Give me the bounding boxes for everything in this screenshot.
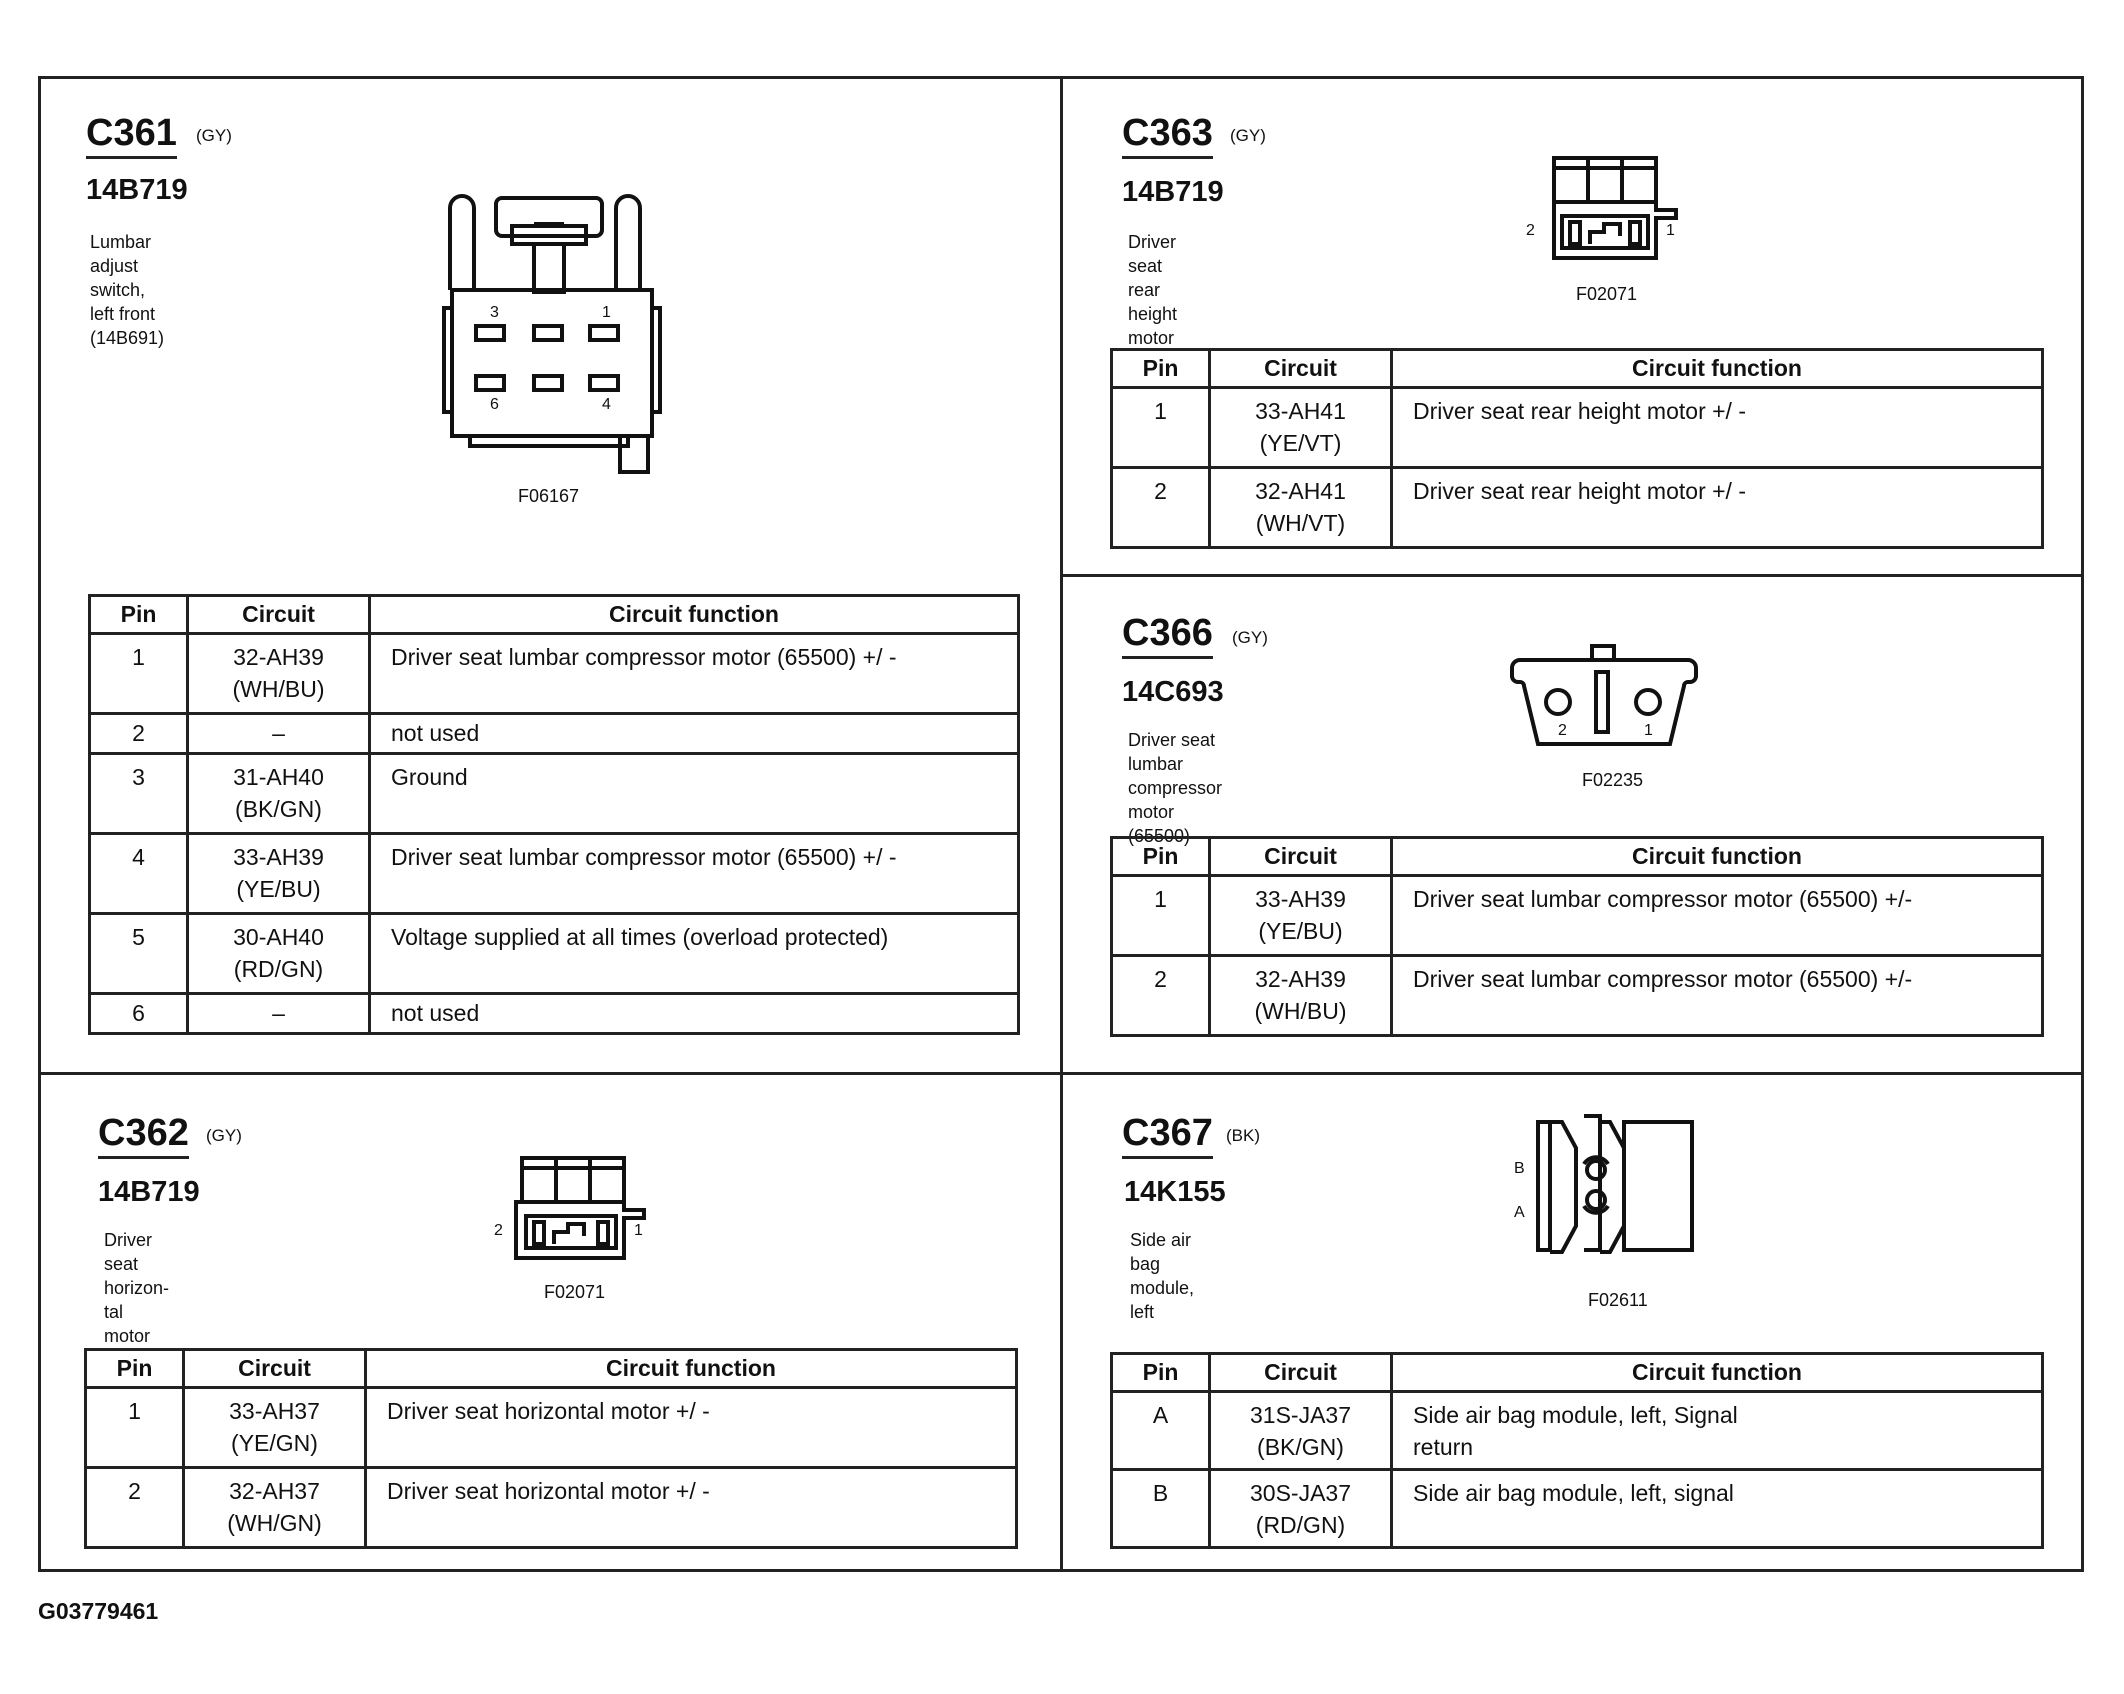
pin-cell: 2: [90, 714, 188, 754]
pin-label-2: 2: [1558, 722, 1567, 739]
connector-description: Driver seat horizon- tal motor: [104, 1230, 170, 1346]
function-cell: not used: [370, 714, 1019, 754]
circuit-id: 32-AH41: [1255, 478, 1346, 504]
circuit-id: 32-AH39: [233, 644, 324, 670]
circuit-cell: [1210, 1392, 1392, 1470]
connector-code: C363: [1122, 114, 1213, 159]
function-cell: Ground: [370, 754, 1019, 834]
circuit-id: 33-AH39: [1255, 886, 1346, 912]
circuit-cell: [188, 834, 370, 914]
figure-code: F02071: [1576, 284, 1638, 304]
wire-color: (RD/GN): [1255, 1512, 1346, 1538]
wire-color: (BK/GN): [235, 796, 322, 822]
pin-label-6: 6: [490, 396, 499, 413]
header-pin: Pin: [86, 1350, 184, 1388]
header-pin: Pin: [90, 596, 188, 634]
header-circuit: Circuit: [1210, 350, 1392, 388]
connector-color: (BK): [1226, 1126, 1260, 1145]
header-function: Circuit function: [370, 596, 1019, 634]
function-cell: Side air bag module, left, signal: [1392, 1470, 2043, 1548]
pin-label-1: 1: [1644, 722, 1653, 739]
right-horizontal-divider-2: [1060, 1072, 2084, 1075]
pin-label-2: 2: [1526, 222, 1535, 239]
circuit-id: 32-AH37: [229, 1478, 320, 1504]
table-row: [1112, 956, 2043, 1036]
pin-cell: 3: [90, 754, 188, 834]
header-pin: Pin: [1112, 838, 1210, 876]
circuit-cell: [188, 634, 370, 714]
part-number: 14C693: [1122, 676, 1224, 708]
wire-color: (RD/GN): [233, 956, 324, 982]
table-row: [1112, 1392, 2043, 1470]
circuit-cell: [1210, 388, 1392, 468]
pin-cell: 1: [86, 1388, 184, 1468]
header-pin: Pin: [1112, 1354, 1210, 1392]
pin-table-c367: [1110, 1352, 2044, 1549]
function-cell: Voltage supplied at all times (overload protected): [370, 914, 1019, 994]
circuit-id: 32-AH39: [1255, 966, 1346, 992]
connector-color: (GY): [196, 126, 232, 145]
table-row: [1112, 468, 2043, 548]
connector-color: (GY): [1230, 126, 1266, 145]
pin-label-3: 3: [490, 304, 499, 321]
right-horizontal-divider-1: [1060, 574, 2084, 577]
wire-color: (WH/BU): [232, 676, 325, 702]
wire-color: (YE/BU): [1258, 918, 1343, 944]
pin-cell: 2: [1112, 956, 1210, 1036]
pin-cell: 1: [90, 634, 188, 714]
connector-code: C366: [1122, 614, 1213, 659]
function-cell: Driver seat rear height motor +/ -: [1392, 388, 2043, 468]
circuit-id: 31S-JA37: [1249, 1402, 1351, 1428]
table-row: [86, 1388, 1017, 1468]
circuit-id: 30-AH40: [233, 924, 324, 950]
function-cell: Driver seat rear height motor +/ -: [1392, 468, 2043, 548]
function-cell: Driver seat lumbar compressor motor (65500) +/-: [1392, 956, 2043, 1036]
circuit-id: 30S-JA37: [1249, 1480, 1351, 1506]
circuit-id: –: [272, 720, 285, 746]
wire-color: (WH/BU): [1254, 998, 1347, 1024]
table-row: [90, 714, 1019, 754]
pin-cell: 6: [90, 994, 188, 1034]
wire-color: (WH/VT): [1255, 510, 1346, 536]
pin-label-4: 4: [602, 396, 611, 413]
pin-label-1: 1: [634, 1222, 643, 1239]
function-cell: Driver seat horizontal motor +/ -: [366, 1468, 1017, 1548]
circuit-id: 33-AH39: [233, 844, 324, 870]
connector-description: Driver seat lumbar compressor motor (65500): [1128, 730, 1223, 846]
table-row: [90, 834, 1019, 914]
wire-color: (WH/GN): [227, 1510, 322, 1536]
pin-table-c361: [88, 594, 1020, 1035]
connector-c366-face-diagram: [1506, 642, 1702, 750]
figure-reference: G03779461: [38, 1598, 159, 1624]
table-row: [90, 634, 1019, 714]
connector-c362-face-diagram: [510, 1154, 650, 1264]
pin-label-b: B: [1514, 1160, 1525, 1177]
part-number: 14B719: [86, 174, 188, 206]
pin-cell: 2: [1112, 468, 1210, 548]
circuit-cell: [184, 1468, 366, 1548]
pin-label-2: 2: [494, 1222, 503, 1239]
figure-code: F02611: [1588, 1290, 1648, 1310]
table-row: [86, 1468, 1017, 1548]
pin-cell: A: [1112, 1392, 1210, 1470]
connector-description: Driver seat rear height motor: [1128, 232, 1178, 348]
circuit-cell: [188, 994, 370, 1034]
pin-cell: B: [1112, 1470, 1210, 1548]
figure-code: F02235: [1582, 770, 1644, 790]
part-number: 14K155: [1124, 1176, 1226, 1208]
table-row: [90, 914, 1019, 994]
header-circuit: Circuit: [184, 1350, 366, 1388]
wire-color: (YE/BU): [236, 876, 321, 902]
part-number: 14B719: [1122, 176, 1224, 208]
connector-color: (GY): [1232, 628, 1268, 647]
pin-label-1: 1: [1666, 222, 1675, 239]
circuit-cell: [1210, 1470, 1392, 1548]
wire-color: (YE/VT): [1259, 430, 1342, 456]
connector-c361-face-diagram: [430, 190, 670, 490]
circuit-cell: [1210, 956, 1392, 1036]
function-cell: Driver seat horizontal motor +/ -: [366, 1388, 1017, 1468]
connector-code: C361: [86, 114, 177, 159]
left-horizontal-divider: [38, 1072, 1060, 1075]
connector-color: (GY): [206, 1126, 242, 1145]
circuit-cell: [1210, 468, 1392, 548]
circuit-id: 31-AH40: [233, 764, 324, 790]
header-function: Circuit function: [366, 1350, 1017, 1388]
header-circuit: Circuit: [1210, 1354, 1392, 1392]
circuit-id: 33-AH41: [1255, 398, 1346, 424]
figure-code: F06167: [518, 486, 580, 506]
wire-color: (YE/GN): [231, 1430, 318, 1456]
circuit-cell: [1210, 876, 1392, 956]
wire-color: (BK/GN): [1257, 1434, 1344, 1460]
pin-cell: 5: [90, 914, 188, 994]
table-row: [90, 994, 1019, 1034]
connector-description: Lumbar adjust switch, left front (14B691): [90, 232, 165, 348]
pin-table-c363: [1110, 348, 2044, 549]
pin-label-1: 1: [602, 304, 611, 321]
circuit-cell: [188, 914, 370, 994]
function-cell: Side air bag module, left, Signal return: [1392, 1392, 2043, 1470]
connector-c367-face-diagram: [1532, 1112, 1702, 1262]
connector-code: C367: [1122, 1114, 1213, 1159]
connector-c363-face-diagram: [1548, 154, 1688, 264]
header-function: Circuit function: [1392, 350, 2043, 388]
table-row: [1112, 1470, 2043, 1548]
part-number: 14B719: [98, 1176, 200, 1208]
pin-cell: 1: [1112, 876, 1210, 956]
pin-cell: 1: [1112, 388, 1210, 468]
circuit-id: 33-AH37: [229, 1398, 320, 1424]
figure-code: F02071: [544, 1282, 606, 1302]
circuit-cell: [188, 714, 370, 754]
function-cell: Driver seat lumbar compressor motor (65500) +/ -: [370, 634, 1019, 714]
header-circuit: Circuit: [188, 596, 370, 634]
circuit-cell: [188, 754, 370, 834]
vertical-divider: [1060, 76, 1063, 1572]
connector-description: Side air bag module, left: [1130, 1230, 1195, 1322]
pin-cell: 4: [90, 834, 188, 914]
table-row: [1112, 388, 2043, 468]
function-cell: not used: [370, 994, 1019, 1034]
circuit-cell: [184, 1388, 366, 1468]
header-function: Circuit function: [1392, 1354, 2043, 1392]
circuit-id: –: [272, 1000, 285, 1026]
connector-code: C362: [98, 1114, 189, 1159]
pin-label-a: A: [1514, 1204, 1525, 1221]
header-pin: Pin: [1112, 350, 1210, 388]
table-row: [90, 754, 1019, 834]
pin-cell: 2: [86, 1468, 184, 1548]
pin-table-c366: [1110, 836, 2044, 1037]
table-row: [1112, 876, 2043, 956]
header-circuit: Circuit: [1210, 838, 1392, 876]
header-function: Circuit function: [1392, 838, 2043, 876]
function-cell: Driver seat lumbar compressor motor (65500) +/-: [1392, 876, 2043, 956]
function-cell: Driver seat lumbar compressor motor (65500) +/ -: [370, 834, 1019, 914]
pin-table-c362: [84, 1348, 1018, 1549]
